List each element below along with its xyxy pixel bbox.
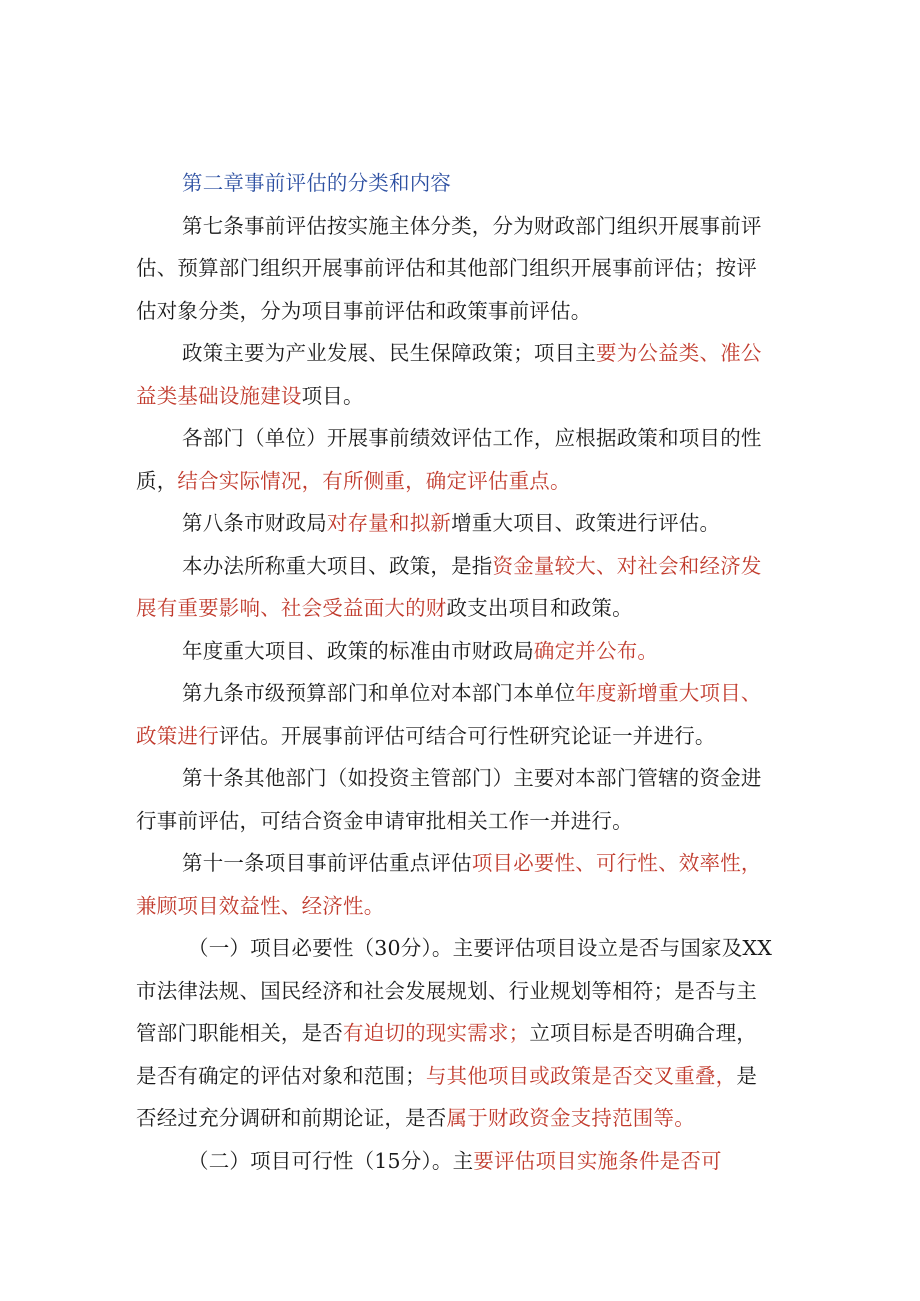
highlighted-text: 要评估项目实施条件是否可 — [473, 1148, 722, 1173]
text-line — [136, 630, 788, 673]
body-text: 第九条市级预算部门和单位对本部门本单位 — [182, 681, 576, 705]
body-text: 否经过充分调研和前期论证，是否 — [136, 1106, 447, 1130]
highlighted-text: 结合实际情况，有所侧重，确定评估重点。 — [177, 468, 571, 493]
text-line — [136, 885, 788, 928]
text-line — [136, 1140, 788, 1183]
highlighted-text: 兼顾项目效益性、经济性。 — [136, 893, 385, 918]
text-line — [136, 715, 788, 758]
document-page — [136, 162, 788, 1182]
body-text: 第八条市财政局 — [182, 511, 327, 535]
text-line — [136, 970, 788, 1013]
body-text: 本办法所称重大项目、政策，是指 — [182, 553, 493, 578]
body-text: 增重大项目、政策进行评估。 — [451, 511, 721, 535]
body-text: 是 — [736, 1063, 758, 1088]
highlighted-text: 展有重要影响、社会受益面大的财 — [136, 596, 447, 620]
text-line — [136, 375, 788, 418]
highlighted-text: 与其他项目或政策是否交叉重叠， — [425, 1063, 737, 1088]
highlighted-text: 确定并公布。 — [533, 638, 659, 663]
text-line — [136, 1097, 788, 1140]
highlighted-text: 益类基础设施建设 — [136, 383, 302, 408]
chapter-title: 第二章事前评估的分类和内容 — [182, 171, 452, 195]
document-body — [136, 205, 788, 1183]
body-text: 项目。 — [301, 383, 364, 408]
highlighted-text: 属于财政资金支持范围等。 — [446, 1106, 695, 1130]
body-text: 是否有确定的评估对象和范围； — [136, 1063, 426, 1088]
body-text: 评估。开展事前评估可结合可行性研究论证一并进行。 — [218, 723, 716, 748]
text-line — [136, 1055, 788, 1098]
highlighted-text: 有迫切的现实需求； — [343, 1021, 530, 1045]
body-text: （二）项目可行性（15分）。主 — [188, 1148, 474, 1173]
text-line — [136, 205, 788, 248]
text-line — [136, 460, 788, 503]
body-text: 第七条事前评估按实施主体分类，分为财政部门组织开展事前评 — [182, 213, 762, 238]
body-text: 第十一条项目事前评估重点评估 — [182, 851, 472, 875]
text-line — [136, 332, 788, 375]
body-text: 估、预算部门组织开展事前评估和其他部门组织开展事前评估；按评 — [136, 256, 757, 280]
text-line — [136, 290, 788, 333]
highlighted-text: 政策进行 — [136, 723, 219, 748]
body-text: 市法律法规、国民经济和社会发展规划、行业规划等相符；是否与主 — [136, 978, 757, 1003]
text-line — [136, 247, 788, 290]
body-text: 行事前评估，可结合资金申请审批相关工作一并进行。 — [136, 808, 633, 833]
body-text: 政策主要为产业发展、民生保障政策；项目主 — [182, 341, 596, 365]
text-line — [136, 1012, 788, 1055]
highlighted-text: 要为公益类、准公 — [596, 341, 762, 365]
body-text: 质， — [136, 468, 178, 493]
text-line — [136, 927, 788, 970]
text-line — [136, 502, 788, 545]
highlighted-text: 对存量和拟新 — [326, 511, 452, 535]
highlighted-text: 项目必要性、可行性、效率性， — [471, 851, 762, 875]
body-text: 各部门（单位）开展事前绩效评估工作，应根据政策和项目的性 — [182, 426, 762, 450]
body-text: 估对象分类，分为项目事前评估和政策事前评估。 — [136, 298, 592, 323]
text-line — [136, 545, 788, 588]
highlighted-text: 年度新增重大项目、 — [575, 681, 762, 705]
body-text: 管部门职能相关，是否 — [136, 1021, 343, 1045]
text-line — [136, 417, 788, 460]
body-text: 第十条其他部门（如投资主管部门）主要对本部门管辖的资金进 — [182, 766, 762, 790]
body-text: 年度重大项目、政策的标准由市财政局 — [182, 638, 534, 663]
body-text: 立项目标是否明确合理， — [529, 1021, 758, 1045]
highlighted-text: 资金量较大、对社会和经济发 — [492, 553, 762, 578]
body-text: （一）项目必要性（30分）。主要评估项目设立是否与国家及XX — [188, 936, 773, 960]
text-line — [136, 587, 788, 630]
text-line — [136, 672, 788, 715]
text-line — [136, 800, 788, 843]
text-line — [136, 842, 788, 885]
text-line — [136, 757, 788, 800]
body-text: 政支出项目和政策。 — [446, 596, 633, 620]
